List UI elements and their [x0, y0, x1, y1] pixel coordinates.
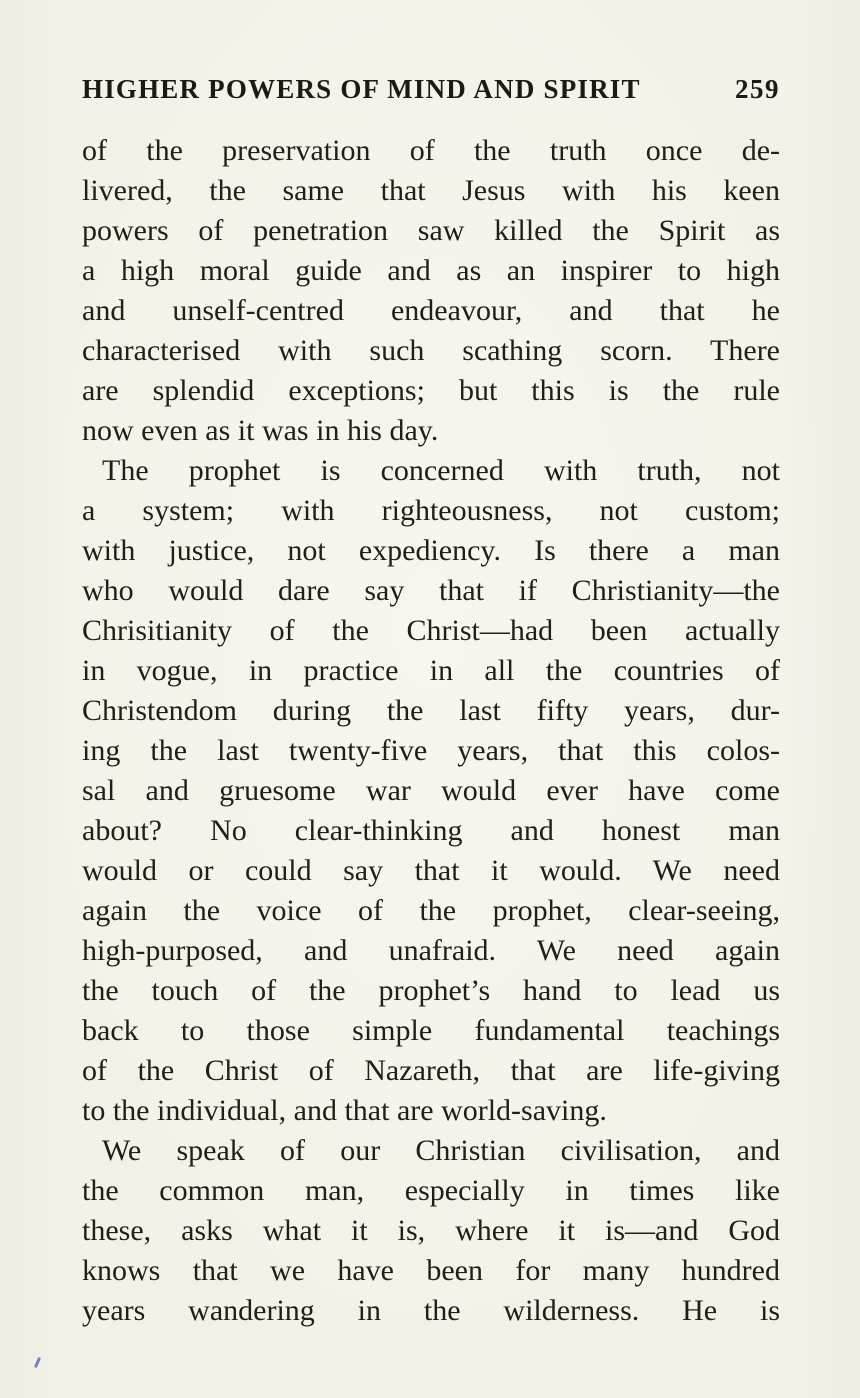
text-line: powers of penetration saw killed the Spirit as — [82, 214, 780, 247]
text-line: ing the last twenty-five years, that this colos- — [82, 734, 780, 767]
text-line: The prophet is concerned with truth, not — [102, 454, 780, 487]
text-line: of the Christ of Nazareth, that are life-giving — [82, 1054, 780, 1087]
text-line: years wandering in the wilderness. He is — [82, 1294, 780, 1327]
body-text — [82, 131, 780, 1331]
text-line: the common man, especially in times like — [82, 1174, 780, 1207]
text-line: are splendid exceptions; but this is the rule — [82, 374, 780, 407]
paragraph — [82, 1131, 780, 1331]
text-line: Chrisitianity of the Christ—had been actually — [82, 614, 780, 647]
text-line: about? No clear-thinking and honest man — [82, 814, 780, 847]
running-header — [82, 74, 780, 105]
header-title: HIGHER POWERS OF MIND AND SPIRIT — [82, 74, 641, 104]
text-line: these, asks what it is, where it is—and God — [82, 1214, 780, 1247]
text-line: high-purposed, and unafraid. We need again — [82, 934, 780, 967]
text-line: back to those simple fundamental teachings — [82, 1014, 780, 1047]
text-line: a high moral guide and as an inspirer to high — [82, 254, 780, 287]
text-line: the touch of the prophet’s hand to lead us — [82, 974, 780, 1007]
text-line: in vogue, in practice in all the countries of — [82, 654, 780, 687]
text-line: of the preservation of the truth once de- — [82, 134, 780, 167]
text-line: would or could say that it would. We need — [82, 854, 780, 887]
page-number: 259 — [735, 74, 780, 104]
scan-artifact-mark — [34, 1357, 41, 1368]
text-line: and unself-centred endeavour, and that he — [82, 294, 780, 327]
text-line: sal and gruesome war would ever have come — [82, 774, 780, 807]
text-line: who would dare say that if Christianity—the — [82, 574, 780, 607]
text-line: characterised with such scathing scorn. There — [82, 334, 780, 367]
text-line: livered, the same that Jesus with his keen — [82, 174, 780, 207]
text-line: Christendom during the last fifty years, dur- — [82, 694, 780, 727]
paragraph — [82, 131, 780, 451]
text-line: a system; with righteousness, not custom; — [82, 494, 780, 527]
paragraph — [82, 451, 780, 1131]
text-line: We speak of our Christian civilisation, and — [102, 1134, 780, 1167]
text-line: with justice, not expediency. Is there a man — [82, 534, 780, 567]
text-line: to the individual, and that are world-saving. — [82, 1094, 607, 1127]
text-line: now even as it was in his day. — [82, 414, 439, 447]
text-line: again the voice of the prophet, clear-seeing, — [82, 894, 780, 927]
text-line: knows that we have been for many hundred — [82, 1254, 780, 1287]
